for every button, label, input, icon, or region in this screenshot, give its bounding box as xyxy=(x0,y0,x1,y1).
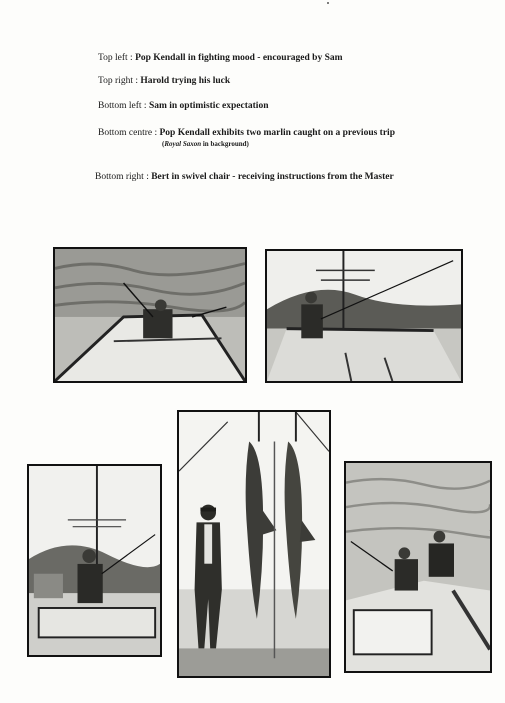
caption-bottom-left xyxy=(98,100,268,112)
speck xyxy=(327,2,329,4)
caption-text: Pop Kendall in fighting mood - encouraged by Sam xyxy=(135,53,343,63)
photo-top-right xyxy=(265,249,463,383)
caption-top-left xyxy=(98,52,343,64)
caption-text: Sam in optimistic expectation xyxy=(148,101,269,111)
caption-label: Top right : xyxy=(98,76,138,86)
caption-subnote xyxy=(162,140,249,148)
caption-bottom-centre xyxy=(98,127,395,139)
subnote-open: ( xyxy=(162,140,165,148)
caption-label: Bottom centre : xyxy=(98,128,158,138)
caption-text: Pop Kendall exhibits two marlin caught on a previous trip xyxy=(159,128,395,138)
photo-bottom-right xyxy=(344,461,492,673)
caption-text: Bert in swivel chair - receiving instructions from the Master xyxy=(151,172,394,182)
caption-bottom-right xyxy=(95,171,394,183)
caption-label: Top left : xyxy=(98,53,133,63)
caption-top-right xyxy=(98,75,230,87)
caption-label: Bottom right : xyxy=(95,172,149,182)
photo-top-left xyxy=(53,247,247,383)
subnote-rest: in background) xyxy=(201,140,249,148)
photo-bottom-left xyxy=(27,464,162,657)
caption-text: Harold trying his luck xyxy=(140,76,231,86)
caption-label: Bottom left : xyxy=(98,101,147,111)
photo-bottom-centre xyxy=(177,410,331,678)
subnote-ship-name: Royal Saxon xyxy=(164,140,202,148)
